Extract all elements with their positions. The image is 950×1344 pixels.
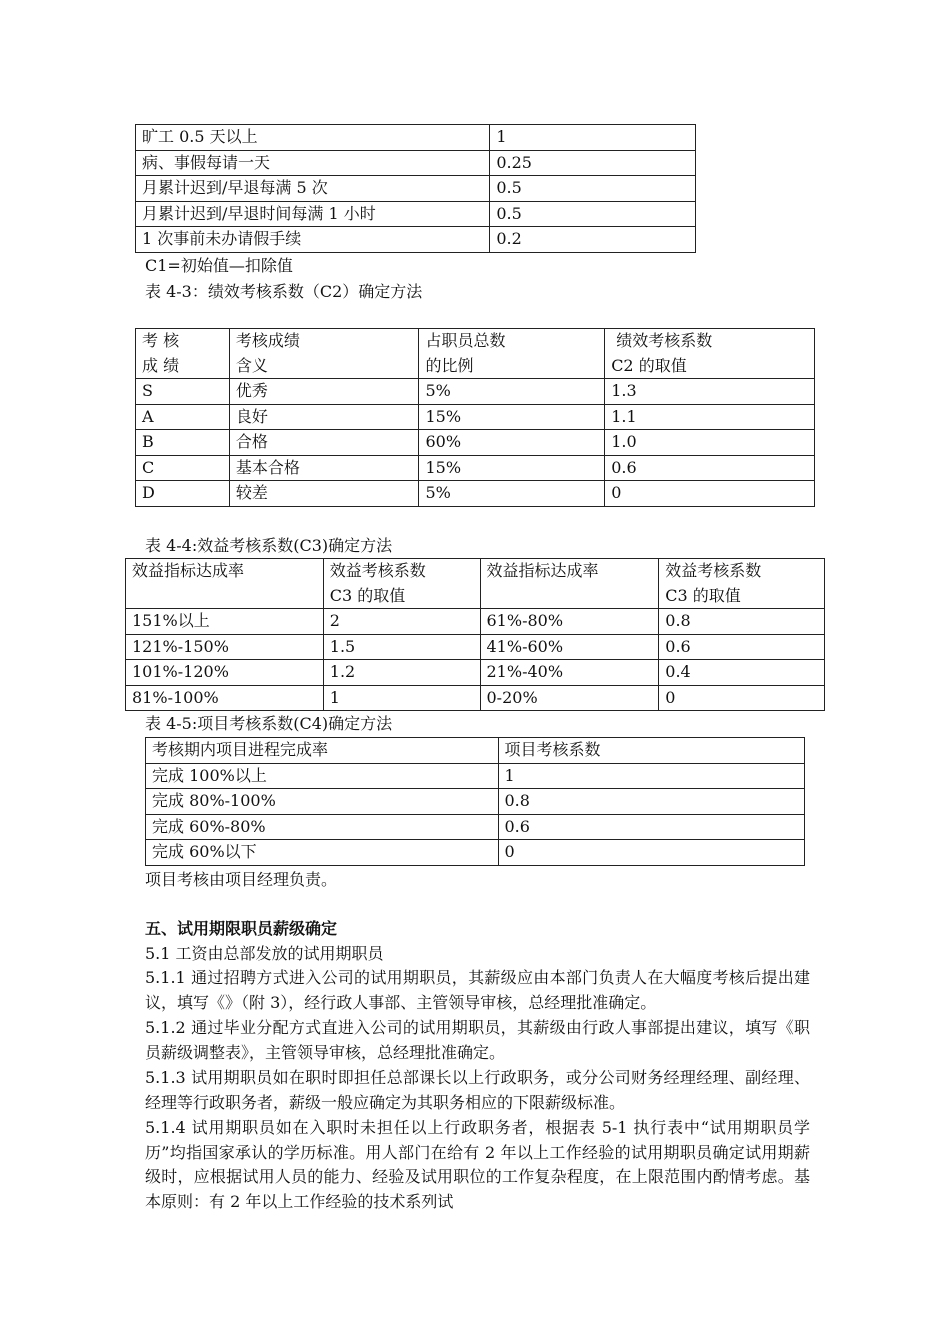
header-cell: 考核成绩 含义 (229, 329, 419, 379)
table-row (146, 814, 805, 840)
table-cell: 0-20% (480, 685, 659, 711)
table-cell: 较差 (229, 481, 419, 507)
project-coefficient-table (145, 737, 805, 866)
table-cell: 0.5 (490, 176, 696, 202)
header-cell: 占职员总数 的比例 (419, 329, 605, 379)
table-caption: 表 4-3：绩效考核系数（C2）确定方法 (145, 282, 423, 301)
table-row (136, 201, 696, 227)
table-cell: 0 (498, 840, 805, 866)
table-row (146, 789, 805, 815)
section-heading: 五、试用期限职员薪级确定 (145, 919, 338, 938)
table-cell: 完成 80%-100% (146, 789, 499, 815)
table-row (126, 609, 825, 635)
benefit-coefficient-table (125, 558, 825, 711)
table-cell: 优秀 (229, 379, 419, 405)
table-cell: 41%-60% (480, 634, 659, 660)
header-cell: 绩效考核系数 C2 的取值 (605, 329, 815, 379)
paragraph-5-1-2: 5.1.2 通过毕业分配方式直进入公司的试用期职员，其薪级由行政人事部提出建议，填写《职员薪级调整表》，主管领导审核，总经理批准确定。 (145, 1018, 810, 1062)
table-header-row (146, 738, 805, 764)
table-cell: 0.6 (659, 634, 825, 660)
table-cell: 0.4 (659, 660, 825, 686)
table-cell: 1.2 (323, 660, 480, 686)
table-cell: 5% (419, 481, 605, 507)
header-cell: 效益指标达成率 (126, 559, 324, 609)
header-cell: 考核期内项目进程完成率 (146, 738, 499, 764)
table-cell: 良好 (229, 404, 419, 430)
table-cell: 0.6 (605, 455, 815, 481)
table-cell: 1 (498, 763, 805, 789)
table-cell: 1 (323, 685, 480, 711)
table-cell: 合格 (229, 430, 419, 456)
table-cell: 旷工 0.5 天以上 (136, 125, 490, 151)
table-cell: 61%-80% (480, 609, 659, 635)
table-row (126, 660, 825, 686)
table-cell: 1 (490, 125, 696, 151)
table-row (136, 176, 696, 202)
table-cell: 15% (419, 404, 605, 430)
table-cell: 1.3 (605, 379, 815, 405)
table-row (126, 634, 825, 660)
table-cell: 151%以上 (126, 609, 324, 635)
project-note: 项目考核由项目经理负责。 (145, 870, 338, 889)
table-cell: 121%-150% (126, 634, 324, 660)
table-header-row (136, 329, 815, 379)
deduction-table (135, 124, 696, 253)
table-cell: 月累计迟到/早退时间每满 1 小时 (136, 201, 490, 227)
table-cell: 基本合格 (229, 455, 419, 481)
table-cell: 完成 60%以下 (146, 840, 499, 866)
table-cell: 2 (323, 609, 480, 635)
header-cell: 效益考核系数 C3 的取值 (659, 559, 825, 609)
table-row (136, 455, 815, 481)
table-cell: A (136, 404, 230, 430)
table-cell: 完成 100%以上 (146, 763, 499, 789)
table-row (136, 430, 815, 456)
table-cell: C (136, 455, 230, 481)
table-cell: 完成 60%-80% (146, 814, 499, 840)
table-row (136, 379, 815, 405)
table-cell: B (136, 430, 230, 456)
table-cell: 5% (419, 379, 605, 405)
table-cell: 月累计迟到/早退每满 5 次 (136, 176, 490, 202)
table-cell: 1.0 (605, 430, 815, 456)
header-cell: 项目考核系数 (498, 738, 805, 764)
table-cell: S (136, 379, 230, 405)
paragraph-5-1-3: 5.1.3 试用期职员如在职时即担任总部课长以上行政职务，或分公司财务经理经理、副经理、经理等行政职务者，薪级一般应确定为其职务相应的下限薪级标准。 (145, 1068, 810, 1112)
table-cell: 0.5 (490, 201, 696, 227)
table-cell: 0.6 (498, 814, 805, 840)
header-cell: 考 核 成 绩 (136, 329, 230, 379)
paragraph-5-1-1: 5.1.1 通过招聘方式进入公司的试用期职员，其薪级应由本部门负责人在大幅度考核后提出建议，填写《》（附 3），经行政人事部、主管领导审核，总经理批准确定。 (145, 968, 810, 1012)
table-cell: 81%-100% (126, 685, 324, 711)
table-row (136, 481, 815, 507)
header-cell: 效益指标达成率 (480, 559, 659, 609)
table-cell: 101%-120% (126, 660, 324, 686)
table-cell: 60% (419, 430, 605, 456)
table-row (136, 125, 696, 151)
performance-coefficient-table (135, 328, 815, 507)
table-cell: 0 (659, 685, 825, 711)
table-cell: 0.8 (659, 609, 825, 635)
table-cell: 病、事假每请一天 (136, 150, 490, 176)
table-cell: 21%-40% (480, 660, 659, 686)
table-cell: 15% (419, 455, 605, 481)
table-cell: 0.2 (490, 227, 696, 253)
table-row (146, 840, 805, 866)
header-cell: 效益考核系数 C3 的取值 (323, 559, 480, 609)
table-header-row (126, 559, 825, 609)
paragraph-5-1-4: 5.1.4 试用期职员如在入职时未担任以上行政职务者，根据表 5-1 执行表中“试用期职员学历”均指国家承认的学历标准。用人部门在给有 2 年以上工作经验的试用期职员确定试用期薪级时，应根据试用人员的能力、经验及试用职位的工作复杂程度，在上限范围内酌情考虑。基本原则：有 2 年以上工作经验的技术系列试 (145, 1118, 810, 1211)
table-row (136, 404, 815, 430)
table-caption: 表 4-4:效益考核系数(C3)确定方法 (145, 536, 393, 555)
formula-note: C1=初始值—扣除值 (145, 256, 293, 275)
table-cell: 1.1 (605, 404, 815, 430)
subsection-heading: 5.1 工资由总部发放的试用期职员 (145, 944, 384, 963)
table-row (136, 150, 696, 176)
table-cell: 0 (605, 481, 815, 507)
table-cell: 0.25 (490, 150, 696, 176)
table-row (136, 227, 696, 253)
table-caption: 表 4-5:项目考核系数(C4)确定方法 (145, 714, 393, 733)
table-cell: 1 次事前未办请假手续 (136, 227, 490, 253)
table-row (146, 763, 805, 789)
table-cell: 0.8 (498, 789, 805, 815)
table-row (126, 685, 825, 711)
table-cell: 1.5 (323, 634, 480, 660)
table-cell: D (136, 481, 230, 507)
